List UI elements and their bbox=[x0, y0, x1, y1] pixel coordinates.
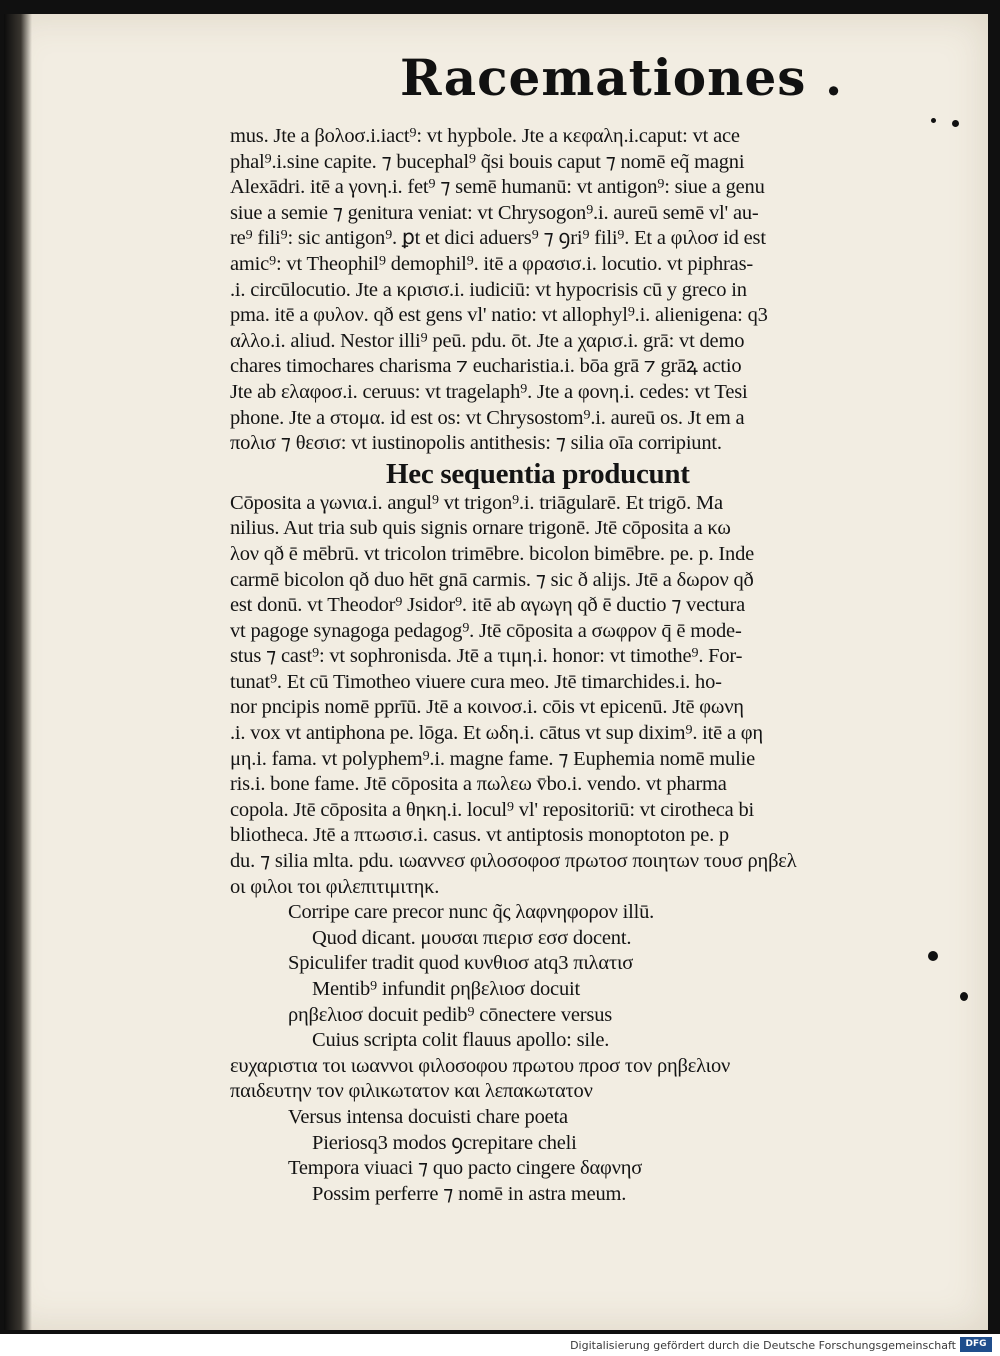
page-text-block bbox=[226, 124, 916, 1207]
verse-block-a bbox=[226, 900, 916, 1054]
paragraph-block-a bbox=[226, 124, 916, 457]
section-heading: Hec sequentia producunt bbox=[386, 457, 690, 490]
verse-line: Corripe care precor nunc q̃ς λαφνηφορον illū. bbox=[288, 901, 655, 924]
greek-line: παιδευτην τον φιλικωτατον και λεπακωτατον bbox=[230, 1080, 593, 1103]
greek-line: ευχαριστια τοι ιωαννοι φιλοσοφου πρωτου προσ τον ρηβελιον bbox=[230, 1054, 731, 1077]
ink-speck bbox=[931, 118, 936, 123]
text-line: .i. circūlocutio. Jte a κρισισ.i. iudiciū: vt hypocrisis cū y greco in bbox=[230, 278, 747, 301]
text-line: tunat⁹. Et cū Timotheo viuere cura meo. Jtē timarchides.i. ho- bbox=[230, 670, 722, 693]
text-line: nor pncipis nomē pprīū. Jtē a κοινοσ.i. cōis vt epicenū. Jtē φωνη bbox=[230, 696, 744, 719]
text-line: phone. Jte a στομα. id est os: vt Chrysostom⁹.i. aureū os. Jt em a bbox=[230, 406, 745, 429]
text-line: est donū. vt Theodor⁹ Jsidor⁹. itē ab αγωγη qð ē ductio ⁊ vectura bbox=[230, 594, 746, 617]
text-line: αλλο.i. aliud. Nestor illi⁹ peū. pdu. ōt. Jte a χαρισ.i. grā: vt demo bbox=[230, 329, 745, 352]
ink-speck bbox=[952, 120, 959, 127]
text-line: vt pagoge synagoga pedagog⁹. Jtē cōposita a σωφρον q̄ ē mode- bbox=[230, 619, 742, 642]
text-line: Jte ab ελαφοσ.i. ceruus: vt tragelaph⁹. Jte a φονη.i. cedes: vt Tesi bbox=[230, 380, 748, 403]
verse-line: Cuius scripta colit flauus apollo: sile. bbox=[312, 1029, 610, 1052]
verse-line: Spiculifer tradit quod κυνθιοσ atq3 πιλατισ bbox=[288, 952, 634, 975]
text-line: amic⁹: vt Theophil⁹ demophil⁹. itē a φρασισ.i. locutio. vt piphras- bbox=[230, 252, 753, 275]
text-line: .i. vox vt antiphona pe. lōga. Et ωδη.i. cātus vt sup dixim⁹. itē a φη bbox=[230, 722, 763, 745]
verse-line: Possim perferre ⁊ nomē in astra meum. bbox=[312, 1182, 627, 1205]
text-line: nilius. Aut tria sub quis signis ornare trigonē. Jtē cōposita a κω bbox=[230, 517, 731, 540]
text-line: μη.i. fama. vt polyphem⁹.i. magne fame. ⁊ Euphemia nomē mulie bbox=[230, 747, 755, 770]
text-line: ris.i. bone fame. Jtē cōposita a πωλεω v̄bo.i. vendo. vt pharma bbox=[230, 773, 727, 796]
dfg-logo: DFG bbox=[960, 1337, 992, 1352]
funding-note: Digitalisierung gefördert durch die Deutsche Forschungsgemeinschaft bbox=[570, 1339, 956, 1352]
text-line: siue a semie ⁊ genitura veniat: vt Chrysogon⁹.i. aureū semē vl' au- bbox=[230, 201, 759, 224]
ink-speck bbox=[928, 951, 938, 961]
verse-block-b bbox=[226, 1105, 916, 1207]
verse-line: ρηβελιοσ docuit pedib⁹ cōnectere versus bbox=[288, 1003, 613, 1026]
ink-speck bbox=[960, 992, 968, 1001]
text-line: chares timochares charisma ⁊ eucharistia.i. bōa grā ⁊ grāꝝ actio bbox=[230, 355, 742, 378]
text-line: copola. Jtē cōposita a θηκη.i. locul⁹ vl' repositoriū: vt cirotheca bi bbox=[230, 798, 755, 821]
verse-line: Quod dicant. μουσαι πιερισ εσσ docent. bbox=[312, 926, 632, 949]
text-line: Alexādri. itē a γονη.i. fet⁹ ⁊ semē humanū: vt antigon⁹: siue a genu bbox=[230, 176, 765, 199]
page-gutter-shadow bbox=[4, 14, 32, 1330]
text-line: Cōposita a γωνια.i. angul⁹ vt trigon⁹.i. triāgularē. Et trigō. Ma bbox=[230, 491, 723, 514]
text-line: stus ⁊ cast⁹: vt sophronisda. Jtē a τιμη.i. honor: vt timothe⁹. For- bbox=[230, 645, 743, 668]
text-line: λον qð ē mēbrū. vt tricolon trimēbre. bicolon bimēbre. pe. p. Inde bbox=[230, 542, 755, 565]
text-line: πολισ ⁊ θεσισ: vt iustinopolis antithesis: ⁊ silia oīa corripiunt. bbox=[230, 432, 722, 455]
text-line: re⁹ fili⁹: sic antigon⁹. ꝑt et dici aduers⁹ ⁊ ꝯri⁹ fili⁹. Et a φιλοσ id est bbox=[230, 227, 766, 250]
paragraph-block-b bbox=[226, 491, 916, 901]
greek-dedication bbox=[226, 1054, 916, 1105]
text-line: phal⁹.i.sine capite. ⁊ bucephal⁹ q̃si bouis caput ⁊ nomē eq̃ magni bbox=[230, 150, 745, 173]
verse-line: Versus intensa docuisti chare poeta bbox=[288, 1105, 568, 1128]
verse-line: Tempora viuaci ⁊ quo pacto cingere δαφνησ bbox=[288, 1157, 643, 1180]
verse-line: Mentib⁹ infundit ρηβελιοσ docuit bbox=[312, 978, 580, 1000]
digitization-footer bbox=[0, 1334, 1000, 1356]
verse-line: Pieriosq3 modos ꝯcrepitare cheli bbox=[312, 1131, 577, 1154]
text-line: pma. itē a φυλον. qð est gens vl' natio: vt allophyl⁹.i. alienigena: q3 bbox=[230, 304, 768, 327]
text-line: οι φιλοι τοι φιλεπιτιμιτηκ. bbox=[230, 875, 440, 898]
text-line: carmē bicolon qð duo hēt gnā carmis. ⁊ sic ð alijs. Jtē a δωρον qð bbox=[230, 568, 754, 591]
text-line: bliotheca. Jtē a πτωσισ.i. casus. vt antiptosis monoptoton pe. p bbox=[230, 824, 729, 847]
running-head: Racemationes . bbox=[400, 48, 844, 107]
text-line: du. ⁊ silia mlta. pdu. ιωαννεσ φιλοσοφοσ πρωτοσ ποιητων τουσ ρηβελ bbox=[230, 850, 797, 873]
text-line: mus. Jte a βολοσ.i.iact⁹: vt hypbole. Jte a κεφαλη.i.caput: vt ace bbox=[230, 125, 740, 147]
